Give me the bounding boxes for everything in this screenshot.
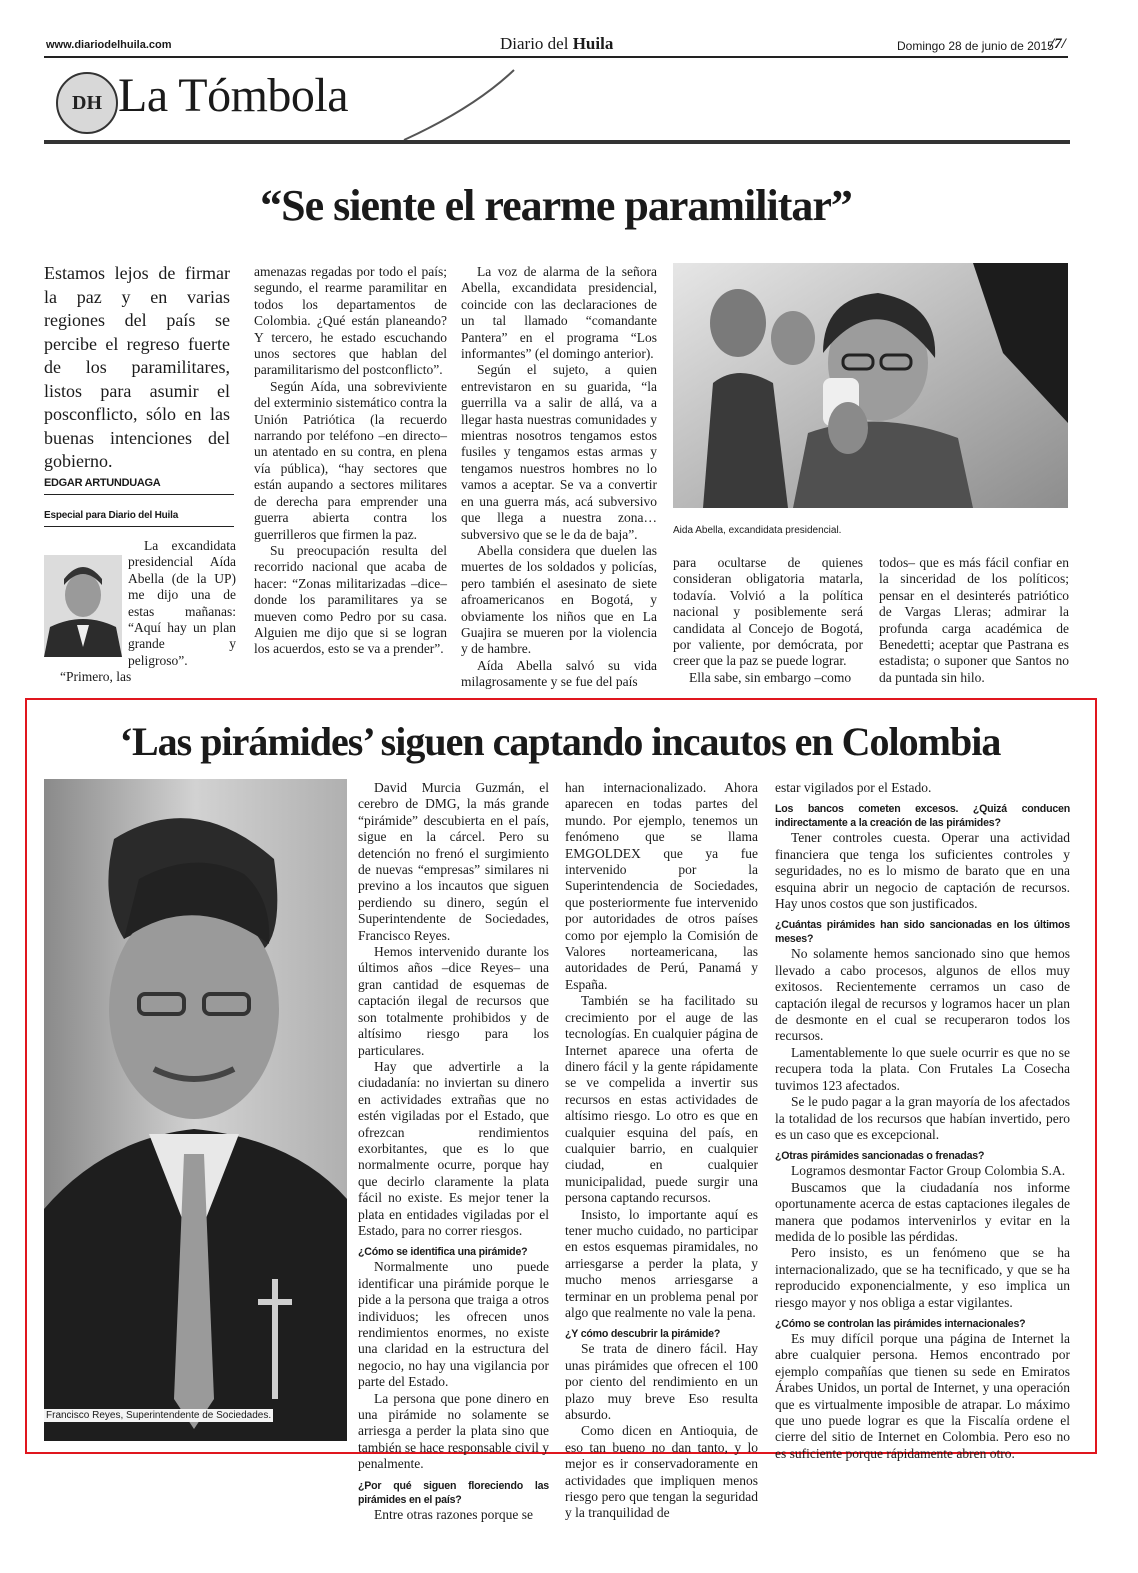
section-swoosh	[44, 60, 1070, 150]
article1-col4	[673, 555, 863, 686]
article1-col1-end: “Primero, las	[60, 669, 132, 685]
paragraph: Hay que advertirle a la ciudadanía: no inviertan su dinero en actividades extrañas que no estén vigiladas por el Estado, que ofrezcan rendimientos exorbitantes, que es lo que normalmente ocurre, porque hay que decirlo claramente la plata fácil no existe. Es mejor tener la plata en entidades vigiladas por el Estado, para no correr riesgos.	[358, 1058, 549, 1238]
paragraph: Buscamos que la ciudadanía nos informe oportunamente acerca de estas captaciones ilegales de manera que podamos intervenirlos y evitar en la medida de lo posible las pérdidas.	[775, 1179, 1070, 1244]
interview-question: ¿Cómo se identifica una pirámide?	[358, 1246, 528, 1259]
reyes-photo-caption: Francisco Reyes, Superintendente de Sociedades.	[46, 1410, 272, 1421]
article1-col1	[44, 538, 236, 686]
paragraph: Hemos intervenido durante los últimos años –dice Reyes– una gran cantidad de esquemas de captación ilegal de recursos que son totalmente prohibidos y de altísimo riesgo para los particulares.	[358, 944, 549, 1058]
paragraph: Según Aída, una sobreviviente del exterminio sistemático contra la Unión Patriótica (la recuerdo narrando por teléfono –en directo– un atentado en su contra, en plena vía pública), “hay sectores que están aupando a sectores militares de derecha para emprender una guerra abierta contra los guerrilleros que firmen la paz.	[254, 378, 447, 542]
article1-col2	[254, 264, 447, 658]
paragraph: Según el sujeto, a quien entrevistaron en su guarida, “la guerrilla va a salir de allá, va a llegar hasta nuestras comunidades y mientras nosotros tengamos estos fusiles y tengamos estas armas y tengamos nuestros hombres no lo vamos a aceptar. Se va a convertir en una guerra más, acá subversivo que llega a nuestra zona… subversivo que se le da de baja”.	[461, 362, 657, 542]
paragraph: para ocultarse de quienes consideran obligatoria matarla, todavía. Volvió a la política nacional y posiblemente será candidata al Concejo de Bogotá, por valiente, por demócrata, por creer que la paz se puede lograr.	[673, 555, 863, 669]
article1-intro: La excandidata presidencial Aída Abella (de la UP) me dijo una de estas mañanas: “Aquí hay un plan grande y peligroso”.	[128, 538, 236, 668]
reyes-portrait-icon	[44, 779, 347, 1441]
paragraph: David Murcia Guzmán, el cerebro de DMG, la más grande “pirámide” descubierta en el país, sigue en la cárcel. Pero su detención no frenó el surgimiento de nuevas “empresas” similares ni previno a los incautos que siguen perdiendo su dinero, según el Superintendente de Sociedades, Francisco Reyes.	[358, 780, 549, 943]
website-url: www.diariodelhuila.com	[46, 39, 172, 51]
interview-question: ¿Cómo se controlan las pirámides internacionales?	[775, 1317, 1026, 1330]
interview-question: ¿Cuántas pirámides han sido sancionadas en los últimos meses?	[775, 919, 1070, 946]
interview-question: ¿Otras pirámides sancionadas o frenadas?	[775, 1150, 985, 1163]
aida-portrait-icon	[673, 263, 1068, 508]
article2-col3	[775, 780, 1070, 1462]
article1-col5	[879, 555, 1069, 686]
paragraph: estar vigilados por el Estado.	[775, 780, 932, 795]
article1-author-note: Especial para Diario del Huila	[44, 510, 179, 521]
paragraph: Entre otras razones porque se	[374, 1506, 533, 1522]
section-logo: DH	[56, 72, 118, 134]
article1-lead: Estamos lejos de firmar la paz y en varias regiones del país se percibe el regreso fuerte de los paramilitares, listos para asumir el posconflicto, sólo en las buenas intenciones del gobierno.	[44, 263, 230, 471]
paragraph: Aída Abella salvó su vida milagrosamente y se fue del país	[461, 657, 657, 690]
paragraph: La persona que pone dinero en una pirámide no solamente se arriesga a perder la plata sino que también se hace responsable civil y penalmente.	[358, 1390, 549, 1472]
paragraph: Como dicen en Antioquia, de eso tan bueno no dan tanto, y lo mejor es ir conservadoramente en actividades que impliquen menos riesgo pero que tengan la seguridad y la tranquilidad de	[565, 1423, 758, 1521]
paragraph: Ella sabe, sin embargo –como	[689, 669, 852, 685]
aida-photo-caption: Aida Abella, excandidata presidencial.	[673, 525, 842, 536]
article2-col2	[565, 780, 758, 1522]
article1-col3	[461, 264, 657, 691]
paragraph: Pero insisto, es un fenómeno que se ha internacionalizado, que se ha tecnificado, y que se ha reproducido exponencialmente, y eso implica un riesgo mayor y nos obliga a estar vigilantes.	[775, 1245, 1070, 1310]
francisco-reyes-photo	[44, 779, 347, 1441]
newspaper-name	[500, 34, 613, 54]
paragraph: La voz de alarma de la señora Abella, excandidata presidencial, coincide con las declaraciones de un tal llamado “comandante Pantera” en el programa “Los informantes” (el domingo anterior).	[461, 264, 657, 362]
paragraph: Abella considera que duelen las muertes de los soldados y policías, pero también el asesinato de siete afroamericanos en Bogotá, y obviamente los niños que en La Guajira se mueren por la violencia y de hambre.	[461, 542, 657, 657]
section-title: La Tómbola	[118, 69, 349, 122]
issue-date: Domingo 28 de junio de 2015	[897, 39, 1054, 53]
byline-rule-2	[44, 526, 234, 527]
paragraph: Insisto, lo importante aquí es tener mucho cuidado, no participar en estos esquemas piramidales, no arriesgarse a perder la plata, y mucho menos arriesgarse a terminar en un problema penal por algo que realmente no vale la pena.	[565, 1206, 758, 1320]
paragraph: todos– que es más fácil confiar en la sinceridad de los políticos; pensar en el desinterés patriótico de Vargas Lleras; admirar la profunda carga académica de Benedetti; aceptar que Pastrana es estadista; o suponer que Santos no da puntada sin hilo.	[879, 555, 1069, 685]
paragraph: Es muy difícil porque una página de Internet la abre cualquier persona. Hemos encontrado por ejemplo compañías que tienen su sede en Emiratos Árabes Unidos, un portal de Internet, y una operación que es virtualmente imposible de atrapar. Lo máximo que uno puede lograr es que la Fiscalía ordene el cierre del sitio de Internet en Colombia. Pero eso no es suficiente porque rápidamente abren otro.	[775, 1330, 1070, 1461]
newspaper-name-plain: Diario del	[500, 34, 573, 53]
article1-author: EDGAR ARTUNDUAGA	[44, 477, 161, 489]
paragraph: han internacionalizado. Ahora aparecen en todas partes del mundo. Por ejemplo, tenemos un fenómeno que se llama EMGOLDEX que ya fue intervenido por la Superintendencia de Sociedades, que posteriormente fue intervenido por autoridades de otros países como por ejemplo la Comisión de Valores norteamericana, las autoridades de Perú, Panamá y España.	[565, 780, 758, 992]
header-rule	[44, 56, 1068, 58]
aida-abella-photo	[673, 263, 1068, 508]
paragraph: Tener controles cuesta. Operar una actividad financiera que tenga los suficientes controles y seguridades, no es lo mismo de barato que en una esquina abrir un negocio de captación de recursos. Hay unos costos que son justificados.	[775, 830, 1070, 912]
paragraph: Logramos desmontar Factor Group Colombia S.A.	[791, 1163, 1066, 1179]
interview-question: ¿Y cómo descubrir la pirámide?	[565, 1328, 721, 1341]
newspaper-name-bold: Huila	[572, 34, 614, 53]
article1-headline: “Se siente el rearme paramilitar”	[260, 181, 852, 230]
paragraph: amenazas regadas por todo el país; segundo, el rearme paramilitar en todos los departamentos de Colombia. ¿Qué están planeando? Y tercero, he estado escuchando unos sectores que hablan del paramilitarismo del postconflicto”.	[254, 264, 447, 378]
byline-rule	[44, 494, 234, 495]
paragraph: No solamente hemos sancionado sino que hemos llevado a cabo procesos, algunos de ellos muy exitosos. Recientemente cerramos un caso de captación ilegal de recursos y logramos hacer un plan de desmonte en el cual se recuperaron todos los recursos.	[775, 946, 1070, 1044]
paragraph: Se le pudo pagar a la gran mayoría de los afectados la totalidad de los recursos que habían invertido, pero es un caso que es excepcional.	[775, 1094, 1070, 1142]
interview-question: Los bancos cometen excesos. ¿Quizá conducen indirectamente a la creación de las pirámides?	[775, 803, 1070, 830]
paragraph: También se ha facilitado su crecimiento por el auge de las tecnologías. En cualquier página de Internet aparece una oferta de dinero fácil y la gente rápidamente se ve compelida a invertir sus recursos en estas actividades de altísimo riesgo. Lo otro es que en cualquier esquina del país, en cualquier barrio, en cualquier ciudad, en cualquier municipalidad, puede surgir una persona captando recursos.	[565, 993, 758, 1206]
paragraph: Se trata de dinero fácil. Hay unas pirámides que ofrecen el 100 por ciento del rendimiento en un plazo muy breve Eso resulta absurdo.	[565, 1341, 758, 1423]
paragraph: Normalmente uno puede identificar una pirámide porque le pide a la persona que traiga a otros individuos; les ofrecen unos rendimientos enormes, no existe una claridad en la estructura del negocio, no hay una vigilancia por parte del Estado.	[358, 1259, 549, 1390]
article2-col1	[358, 780, 549, 1523]
paragraph: Lamentablemente lo que suele ocurrir es que no se recupera toda la plata. Con Frutales La Cosecha tuvimos 123 afectados.	[775, 1044, 1070, 1093]
interview-question: ¿Por qué siguen floreciendo las pirámides en el país?	[358, 1479, 549, 1506]
paragraph: Su preocupación resulta del recorrido nacional que acaba de hacer: “Zonas militarizadas –dice– donde los paramilitares ya se mueven como Pedro por su casa. Alguien me dijo que si se logran los acuerdos, esto se va a prender”.	[254, 542, 447, 657]
article2-headline: ‘Las pirámides’ siguen captando incautos en Colombia	[119, 719, 1001, 764]
page-number: /7/	[1050, 36, 1066, 52]
